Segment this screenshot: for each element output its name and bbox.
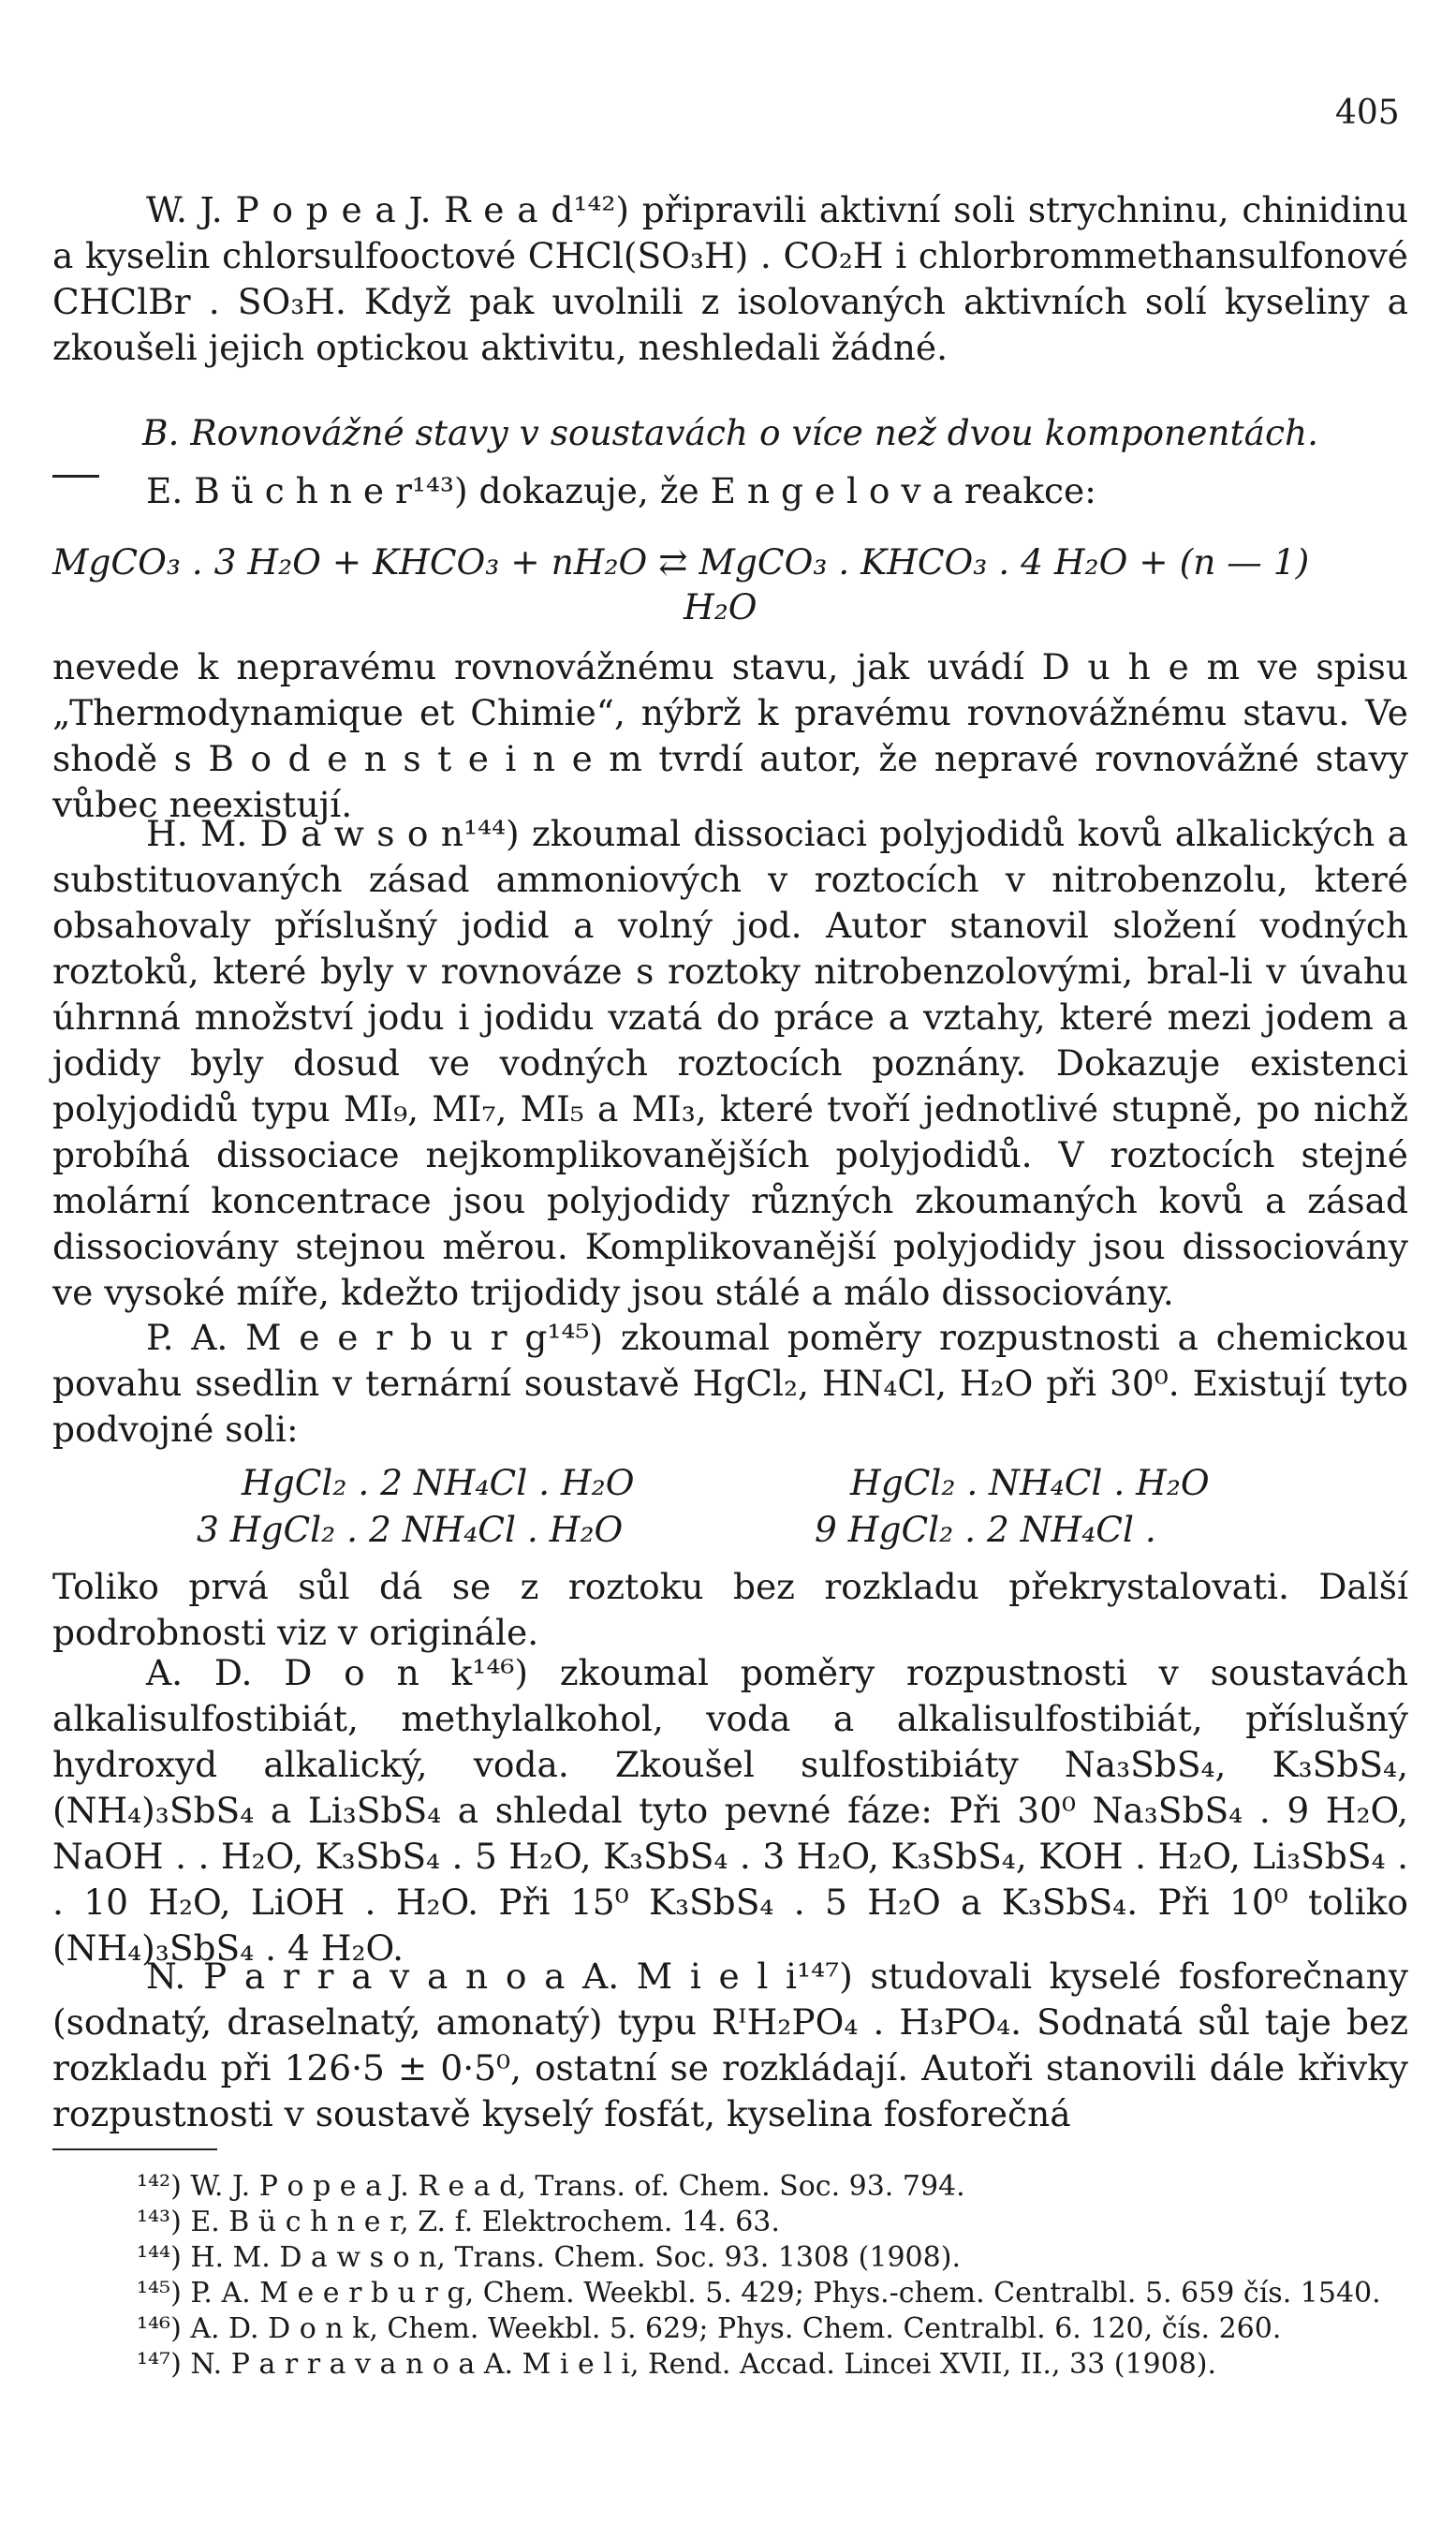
footnote-142: ¹⁴²) W. J. P o p e a J. R e a d, Trans. of. Chem. Soc. 93. 794. — [137, 2170, 965, 2203]
salt-formula: HgCl₂ . 2 NH₄Cl . H₂O — [242, 1462, 635, 1503]
reaction-equation: MgCO₃ . 3 H₂O + KHCO₃ + nH₂O ⇄ MgCO₃ . KHCO₃ . 4 H₂O + (n — 1) — [52, 541, 1310, 583]
paragraph-recrystallize — [52, 1564, 1408, 1656]
salt-formula: 3 HgCl₂ . 2 NH₄Cl . H₂O — [197, 1509, 624, 1550]
footnote-separator — [52, 2148, 217, 2150]
paragraph-parravano — [52, 1954, 1408, 2137]
paragraph-text: Toliko prvá sůl dá se z roztoku bez rozkladu překrystalovati. Další podrobnosti viz v originále. — [52, 1566, 1408, 1653]
paragraph-pope-read — [52, 187, 1408, 371]
page-number: 405 — [1335, 94, 1400, 132]
paragraph-text: H. M. D a w s o n¹⁴⁴) zkoumal dissociaci polyjodidů kovů alkalických a substituovaných zásad ammoniových v roztocích v nitrobenzolu, které obsahovaly příslušný jodid a volný jod. Autor stanovil složení vodných roztoků, které byly v rovnováze s roztoky nitrobenzolovými, bral-li v úvahu úhrnná množství jodu i jodidu vzatá do práce a vztahy, které mezi jodem a jodidy byly dosud ve vodných roztocích poznány. Dokazuje existenci polyjodidů typu MI₉, MI₇, MI₅ a MI₃, které tvoří jednotlivé stupně, po nichž probíhá dissociace nejkomplikovanějších polyjodidů. V roztocích stejné molární koncentrace jsou polyjodidy různých zkoumaných kovů a zásad dissociovány stejnou měrou. Komplikovanější polyjodidy jsou dissociovány ve vysoké míře, kdežto trijodidy jsou stálé a málo dissociovány. — [52, 813, 1408, 1313]
paragraph-text: N. P a r r a v a n o a A. M i e l i¹⁴⁷) studovali kyselé fosforečnany (sodnatý, draselnatý, amonatý) typu RᴵH₂PO₄ . H₃PO₄. Sodnatá sůl taje bez rozkladu při 126·5 ± 0·5⁰, ostatní se rozkládají. Autoři stanovili dále křivky rozpustnosti v soustavě kyselý fosfát, kyselina fosforečná — [52, 1956, 1408, 2134]
salt-list-left — [197, 1459, 634, 1553]
footnote-145: ¹⁴⁵) P. A. M e e r b u r g, Chem. Weekbl. 5. 429; Phys.-chem. Centralbl. 5. 659 čís. 1540. — [137, 2277, 1381, 2310]
paragraph-dawson — [52, 811, 1408, 1316]
paragraph-meerburg — [52, 1315, 1408, 1453]
paragraph-text: A. D. D o n k¹⁴⁶) zkoumal poměry rozpustnosti v soustavách alkalisulfostibiát, methylalkohol, voda a alkalisulfostibiát, příslušný hydroxyd alkalický, voda. Zkoušel sulfostibiáty Na₃SbS₄, K₃SbS₄, (NH₄)₃SbS₄ a Li₃SbS₄ a shledal tyto pevné fáze: Při 30⁰ Na₃SbS₄ . 9 H₂O, NaOH . . H₂O, K₃SbS₄ . 5 H₂O, K₃SbS₄ . 3 H₂O, K₃SbS₄, KOH . H₂O, Li₃SbS₄ . . 10 H₂O, LiOH . H₂O. Při 15⁰ K₃SbS₄ . 5 H₂O a K₃SbS₄. Při 10⁰ toliko (NH₄)₃SbS₄ . 4 H₂O. — [52, 1652, 1408, 1969]
section-title: B. Rovnovážné stavy v soustavách o více než dvou komponentách. — [141, 412, 1319, 453]
salt-formula: 9 HgCl₂ . 2 NH₄Cl . — [815, 1509, 1156, 1550]
footnote-147: ¹⁴⁷) N. P a r r a v a n o a A. M i e l i, Rend. Accad. Lincei XVII, II., 33 (1908). — [137, 2348, 1217, 2381]
paragraph-duhem — [52, 644, 1408, 828]
salt-list-right — [815, 1459, 1210, 1553]
paragraph-text: E. B ü c h n e r¹⁴³) dokazuje, že E n g e l o v a reakce: — [146, 470, 1096, 511]
paragraph-text: P. A. M e e r b u r g¹⁴⁵) zkoumal poměry rozpustnosti a chemickou povahu ssedlin v ternární soustavě HgCl₂, HN₄Cl, H₂O při 30⁰. Existují tyto podvojné soli: — [52, 1317, 1408, 1450]
footnote-143: ¹⁴³) E. B ü c h n e r, Z. f. Elektrochem. 14. 63. — [137, 2206, 780, 2238]
paragraph-donk — [52, 1650, 1408, 1971]
paragraph-buchner — [52, 468, 1408, 514]
footnotes — [52, 2169, 1408, 2383]
footnote-144: ¹⁴⁴) H. M. D a w s o n, Trans. Chem. Soc. 93. 1308 (1908). — [137, 2241, 961, 2274]
paragraph-text: W. J. P o p e a J. R e a d¹⁴²) připravili aktivní soli strychninu, chinidinu a kyselin chlorsulfooctové CHCl(SO₃H) . CO₂H i chlorbrommethansulfonové CHClBr . SO₃H. Když pak uvolnili z isolovaných aktivních solí kyseliny a zkoušeli jejich optickou aktivitu, neshledali žádné. — [52, 189, 1408, 368]
salt-formula: HgCl₂ . NH₄Cl . H₂O — [850, 1462, 1210, 1503]
reaction-equation-tail: H₂O — [684, 586, 757, 627]
paragraph-text: nevede k nepravému rovnovážnému stavu, jak uvádí D u h e m ve spisu „Thermodynamique et Chimie“, nýbrž k pravému rovnovážnému stavu. Ve shodě s B o d e n s t e i n e m tvrdí autor, že nepravé rovnovážné stavy vůbec neexistují. — [52, 646, 1408, 825]
footnote-146: ¹⁴⁶) A. D. D o n k, Chem. Weekbl. 5. 629; Phys. Chem. Centralbl. 6. 120, čís. 260. — [137, 2312, 1282, 2345]
